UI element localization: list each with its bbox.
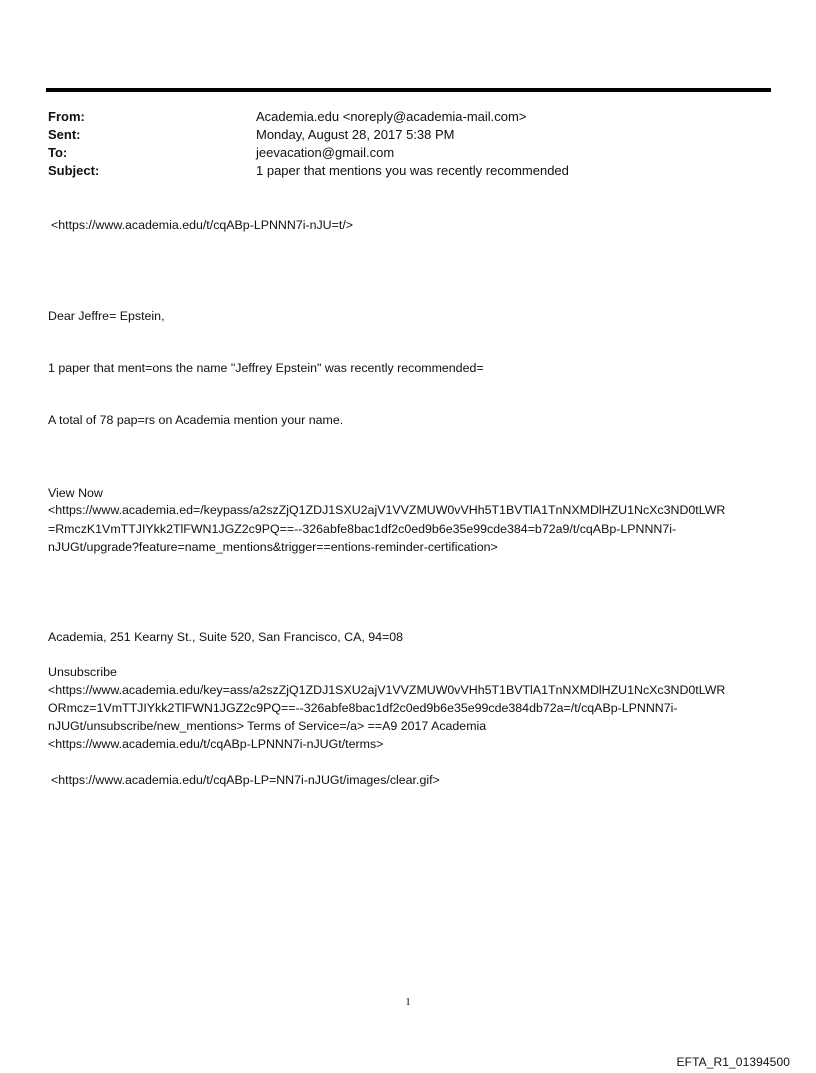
to-label: To:	[48, 145, 68, 160]
postal-address: Academia, 251 Kearny St., Suite 520, San Francisco, CA, 94=08	[48, 630, 404, 644]
unsubscribe-url-line-3[interactable]: nJUGt/unsubscribe/new_mentions> Terms of Service=/a> ==A9 2017 Academia	[48, 719, 487, 733]
sent-value: Monday, August 28, 2017 5:38 PM	[256, 127, 455, 142]
header-image-link[interactable]: <https://www.academia.edu/t/cqABp-LPNNN7i-nJU=t/>	[51, 218, 353, 232]
view-now-url-line-1[interactable]: <https://www.academia.ed=/keypass/a2szZjQ1ZDJ1SXU2ajV1VVZMUW0vVHh5T1BVTlA1TnNXMDlHZU1NcXc3ND0tLWR	[48, 503, 726, 517]
clear-gif-link[interactable]: <https://www.academia.edu/t/cqABp-LP=NN7i-nJUGt/images/clear.gif>	[51, 773, 440, 787]
terms-url[interactable]: <https://www.academia.edu/t/cqABp-LPNNN7i-nJUGt/terms>	[48, 737, 384, 751]
header-rule	[46, 88, 771, 92]
greeting: Dear Jeffre= Epstein,	[48, 309, 165, 323]
page-number: 1	[405, 996, 411, 1008]
unsubscribe-label[interactable]: Unsubscribe	[48, 665, 117, 679]
to-value: jeevacation@gmail.com	[256, 145, 395, 160]
bates-number: EFTA_R1_01394500	[676, 1055, 790, 1069]
unsubscribe-url-line-2[interactable]: ORmcz=1VmTTJIYkk2TlFWN1JGZ2c9PQ==--326abfe8bac1df2c0ed9b6e35e99cde384db72a=/t/cqABp-LPNNN7i-	[48, 701, 678, 715]
view-now-url-line-2[interactable]: =RmczK1VmTTJIYkk2TlFWN1JGZ2c9PQ==--326abfe8bac1df2c0ed9b6e35e99cde384=b72a9/t/cqABp-LPNNN7i-	[48, 522, 677, 536]
view-now-label[interactable]: View Now	[48, 486, 103, 500]
subject-value: 1 paper that mentions you was recently recommended	[256, 163, 569, 178]
unsubscribe-url-line-1[interactable]: <https://www.academia.edu/key=ass/a2szZjQ1ZDJ1SXU2ajV1VVZMUW0vVHh5T1BVTlA1TnNXMDlHZU1NcXc3ND0tLWR	[48, 683, 726, 697]
mention-line: 1 paper that ment=ons the name "Jeffrey Epstein" was recently recommended=	[48, 361, 484, 375]
from-value: Academia.edu <noreply@academia-mail.com>	[256, 109, 527, 124]
sent-label: Sent:	[48, 127, 81, 142]
total-line: A total of 78 pap=rs on Academia mention your name.	[48, 413, 344, 427]
view-now-url-line-3[interactable]: nJUGt/upgrade?feature=name_mentions&trigger==entions-reminder-certification>	[48, 540, 498, 554]
subject-label: Subject:	[48, 163, 100, 178]
from-label: From:	[48, 109, 85, 124]
